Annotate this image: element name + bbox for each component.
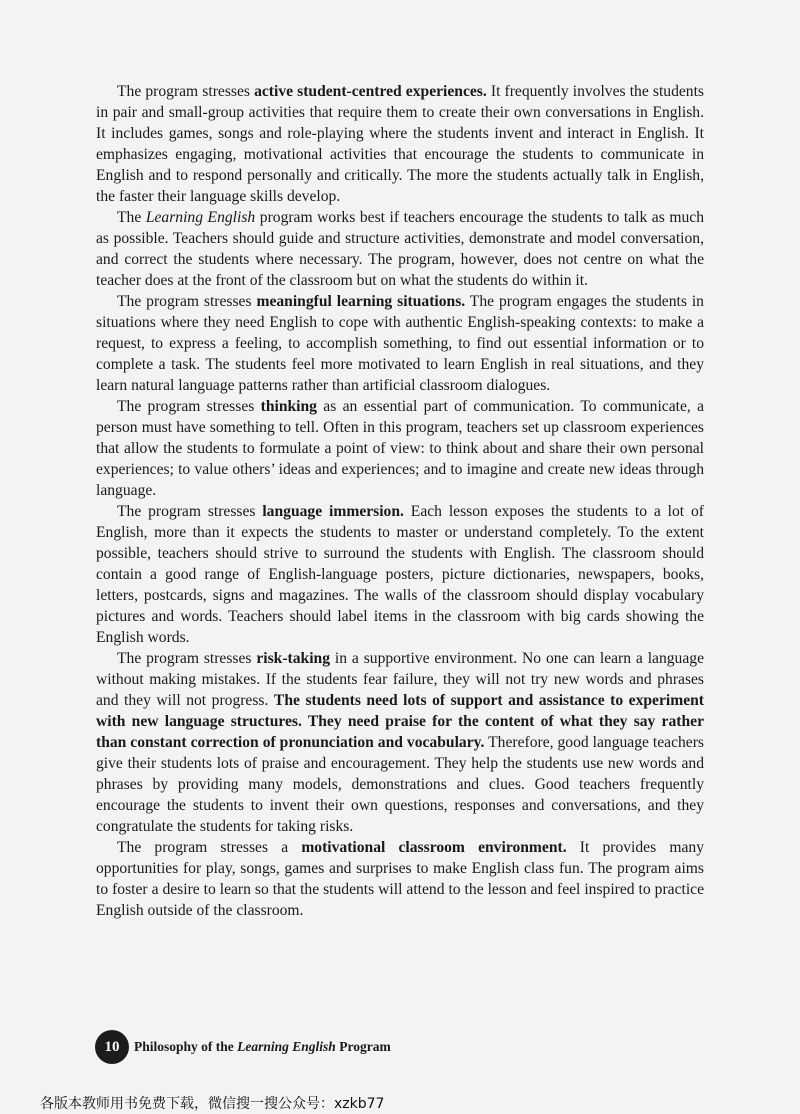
text-run: The program stresses xyxy=(117,398,261,415)
running-title-italic: Learning English xyxy=(237,1039,336,1054)
italic-run: Learning English xyxy=(145,209,256,226)
running-title-pre: Philosophy of the xyxy=(134,1039,238,1054)
text-run: as an essential part of communication. To communicate, a person must have something to tell. Often in this program, teachers set up classroom experiences that allow the students to formulate a point of view: to think about and share their own personal experiences; to value others’ ideas and experiences; and to imagine and create new ideas through language. xyxy=(96,398,704,499)
paragraph xyxy=(96,291,704,396)
paragraph xyxy=(96,501,704,648)
bold-run: active student-centred experiences. xyxy=(254,83,487,100)
bold-run: risk-taking xyxy=(256,650,331,667)
paragraph xyxy=(96,207,704,291)
paragraph xyxy=(96,648,704,837)
text-run: The program stresses xyxy=(117,650,257,667)
watermark-text: 各版本教师用书免费下载，微信搜一搜公众号：xzkb77 xyxy=(40,1096,385,1112)
text-run: The xyxy=(117,209,146,226)
page-footer xyxy=(95,1030,391,1064)
running-title-post: Program xyxy=(335,1039,391,1054)
paragraph xyxy=(96,81,704,207)
text-run: The program engages the students in situations where they need English to cope with authentic English-speaking contexts: to make a request, to express a feeling, to accomplish something, to find out essential information or to complete a task. The students feel more motivated to learn English in real situations, and they learn natural language patterns rather than artificial classroom dialogues. xyxy=(96,293,704,394)
text-run: It provides many opportunities for play, songs, games and surprises to make English class fun. The program aims to foster a desire to learn so that the students will attend to the lesson and feel inspired to practice English outside of the classroom. xyxy=(96,839,704,919)
text-run: Each lesson exposes the students to a lot of English, more than it expects the students to master or understand completely. To the extent possible, teachers should strive to surround the students with English. The classroom should contain a good range of English-language posters, picture dictionaries, newspapers, books, letters, postcards, signs and magazines. The walls of the classroom should display vocabulary pictures and words. Teachers should label items in the classroom with big cards showing the English words. xyxy=(96,503,704,646)
running-title xyxy=(134,1039,391,1055)
paragraph xyxy=(96,837,704,921)
text-run: The program stresses a xyxy=(117,839,302,856)
text-run: program works best if teachers encourage the students to talk as much as possible. Teachers should guide and structure activities, demonstrate and model conversation, and correct the students where necessary. The program, however, does not centre on what the teacher does at the front of the classroom but on what the students do within it. xyxy=(96,209,704,289)
text-run: The program stresses xyxy=(117,83,255,100)
bold-run: The students need lots of support and assistance to experiment with new language structures. They need praise for the content of what they say rather than constant correction of pronunciation and vocabulary. xyxy=(96,692,704,751)
text-run: The program stresses xyxy=(117,503,263,520)
text-run: in a supportive environment. No one can learn a language without making mistakes. If the students fear failure, they will not try new words and phrases and they will not progress. xyxy=(96,650,704,709)
body-text xyxy=(96,81,704,921)
bold-run: motivational classroom environment. xyxy=(301,839,567,856)
bold-run: language immersion. xyxy=(262,503,404,520)
text-run: Therefore, good language teachers give their students lots of praise and encouragement. They help the students use new words and phrases by providing many models, demonstrations and clues. Good teachers frequently encourage the students to invent their own questions, responses and conversations, and they congratulate the students for taking risks. xyxy=(96,734,704,835)
text-run: It frequently involves the students in pair and small-group activities that require them to create their own conversations in English. It includes games, songs and role-playing where the students invent and interact in English. It emphasizes engaging, motivational activities that encourage the students to communicate in English and to respond personally and critically. The more the students actually talk in English, the faster their language skills develop. xyxy=(96,83,704,205)
page-number: 10 xyxy=(95,1030,129,1064)
text-run: The program stresses xyxy=(117,293,257,310)
paragraph xyxy=(96,396,704,501)
bold-run: thinking xyxy=(260,398,317,415)
bold-run: meaningful learning situations. xyxy=(256,293,466,310)
